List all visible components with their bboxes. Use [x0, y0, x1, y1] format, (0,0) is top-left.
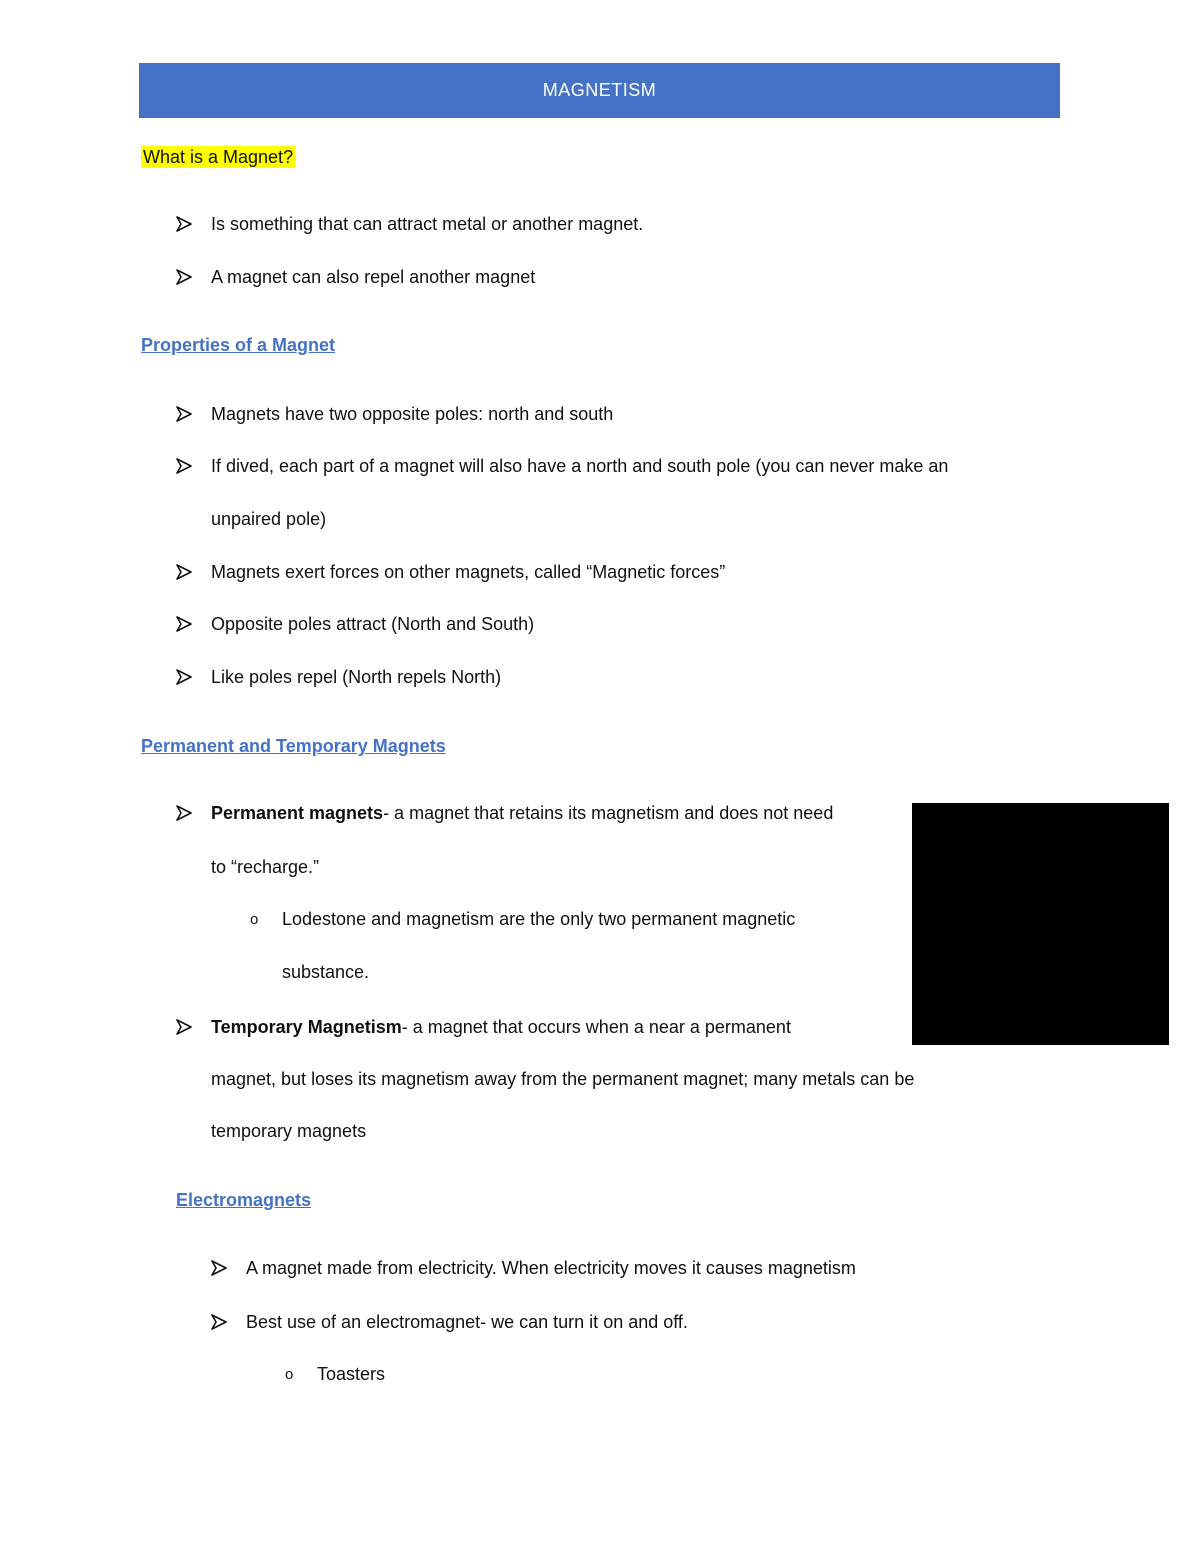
sub-bullet-marker: o [285, 1366, 294, 1383]
arrow-bullet-icon [176, 1019, 192, 1035]
sub-bullet-text: Toasters [317, 1364, 386, 1384]
bullet-text: Opposite poles attract (North and South) [211, 614, 535, 634]
arrow-bullet-icon [176, 564, 192, 580]
bullet-text-continued: magnet, but loses its magnetism away from the permanent magnet; many metals can be [211, 1069, 915, 1089]
arrow-bullet-icon [176, 216, 192, 232]
bullet-text-continued: to “recharge.” [211, 857, 320, 877]
sub-bullet-text-continued: substance. [282, 962, 370, 982]
arrow-bullet-icon [176, 458, 192, 474]
bullet-permanent [211, 801, 833, 825]
highlighted-heading: What is a Magnet? [143, 147, 294, 167]
bullet-text: Is something that can attract metal or another magnet. [211, 214, 644, 234]
bullet-text: Like poles repel (North repels North) [211, 667, 502, 687]
redacted-image [912, 803, 1169, 1045]
sub-bullet-marker: o [250, 911, 259, 928]
section-heading-properties: Properties of a Magnet [141, 335, 336, 355]
term-temporary-magnetism: Temporary Magnetism [211, 1017, 402, 1037]
bullet-text-continued: temporary magnets [211, 1121, 367, 1141]
bullet-text: Magnets exert forces on other magnets, called “Magnetic forces” [211, 562, 726, 582]
term-permanent-magnets: Permanent magnets [211, 803, 384, 823]
arrow-bullet-icon [176, 406, 192, 422]
section-heading-electromagnets: Electromagnets [176, 1190, 312, 1210]
definition-text: - a magnet that occurs when a near a permanent [401, 1017, 791, 1037]
definition-text: - a magnet that retains its magnetism and does not need [383, 803, 834, 823]
bullet-text: A magnet made from electricity. When electricity moves it causes magnetism [246, 1258, 856, 1278]
bullet-text: Best use of an electromagnet- we can turn it on and off. [246, 1312, 688, 1332]
arrow-bullet-icon [176, 669, 192, 685]
bullet-temporary [211, 1015, 791, 1039]
section-heading-what-is-magnet [141, 145, 295, 169]
bullet-text: If dived, each part of a magnet will also have a north and south pole (you can never make an [211, 456, 949, 476]
section-heading-permanent-temporary: Permanent and Temporary Magnets [141, 736, 446, 756]
bullet-text: A magnet can also repel another magnet [211, 267, 536, 287]
page-title: MAGNETISM [542, 80, 657, 100]
arrow-bullet-icon [176, 616, 192, 632]
arrow-bullet-icon [176, 805, 192, 821]
title-banner [139, 63, 1060, 118]
bullet-text: Magnets have two opposite poles: north and south [211, 404, 614, 424]
arrow-bullet-icon [211, 1260, 227, 1276]
arrow-bullet-icon [211, 1314, 227, 1330]
sub-bullet-text: Lodestone and magnetism are the only two permanent magnetic [282, 909, 796, 929]
arrow-bullet-icon [176, 269, 192, 285]
bullet-text-continued: unpaired pole) [211, 509, 327, 529]
